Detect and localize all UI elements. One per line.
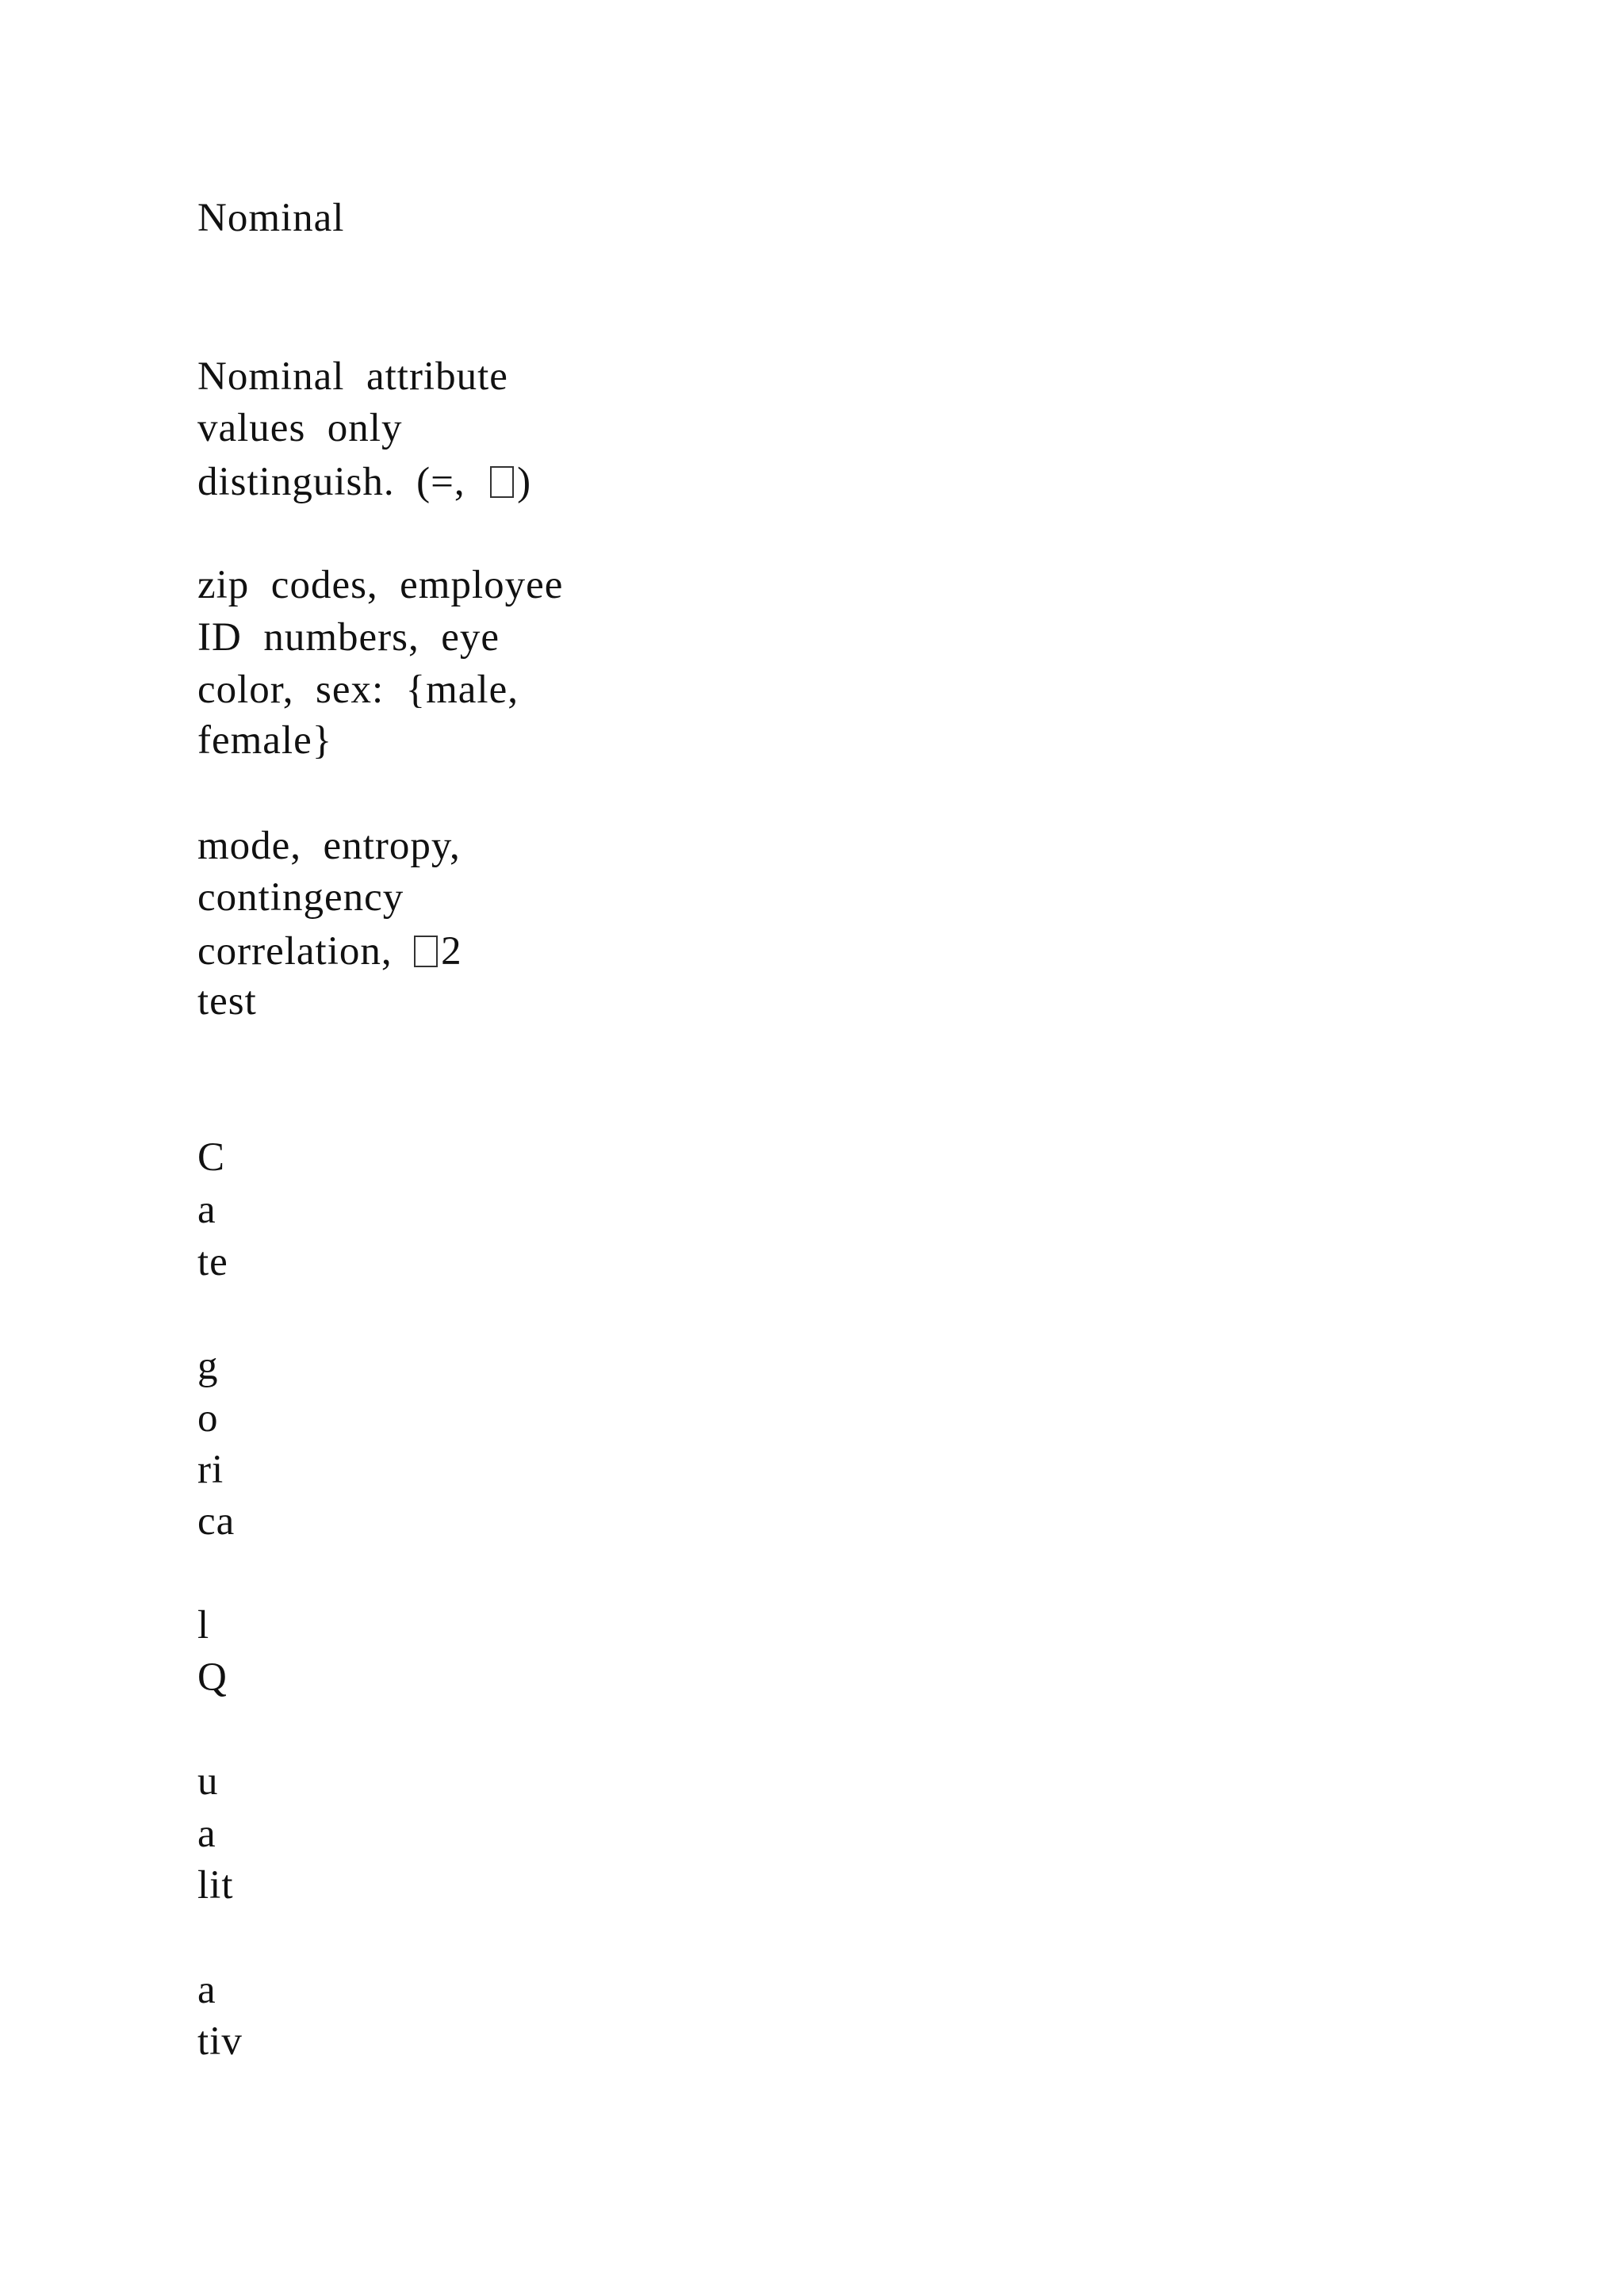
- vertical-fragment: tiv: [197, 2019, 243, 2064]
- vertical-fragment: l: [197, 1603, 210, 1647]
- examples-line-1: zip codes, employee: [197, 563, 564, 607]
- vertical-fragment: u: [197, 1759, 219, 1804]
- vertical-fragment: lit: [197, 1863, 234, 1908]
- section-heading: Nominal: [197, 196, 345, 240]
- operations-line-3: [197, 928, 462, 975]
- operations-line-3-text: correlation,: [197, 929, 415, 974]
- vertical-fragment: a: [197, 1812, 216, 1856]
- operations-line-4: test: [197, 979, 257, 1024]
- examples-line-4: female}: [197, 718, 333, 763]
- definition-line-1: Nominal attribute: [197, 354, 508, 399]
- vertical-fragment: o: [197, 1396, 219, 1441]
- definition-line-2: values only: [197, 406, 403, 450]
- vertical-fragment: a: [197, 1968, 216, 2012]
- vertical-fragment: C: [197, 1135, 226, 1180]
- vertical-fragment: a: [197, 1188, 216, 1232]
- definition-line-3-close: ): [517, 460, 532, 504]
- examples-line-2: ID numbers, eye: [197, 615, 500, 660]
- missing-glyph-icon: [414, 936, 438, 967]
- operations-line-2: contingency: [197, 875, 404, 920]
- definition-line-3-text: distinguish. (=,: [197, 460, 488, 504]
- vertical-fragment: ca: [197, 1499, 236, 1544]
- examples-line-3: color, sex: {male,: [197, 668, 519, 712]
- missing-glyph-icon: [490, 466, 514, 498]
- vertical-fragment: g: [197, 1344, 219, 1388]
- vertical-fragment: Q: [197, 1655, 228, 1700]
- operations-line-1: mode, entropy,: [197, 824, 461, 868]
- vertical-fragment: te: [197, 1240, 228, 1284]
- definition-line-3: [197, 458, 531, 506]
- operations-line-3-number: 2: [441, 929, 462, 974]
- vertical-fragment: ri: [197, 1448, 224, 1492]
